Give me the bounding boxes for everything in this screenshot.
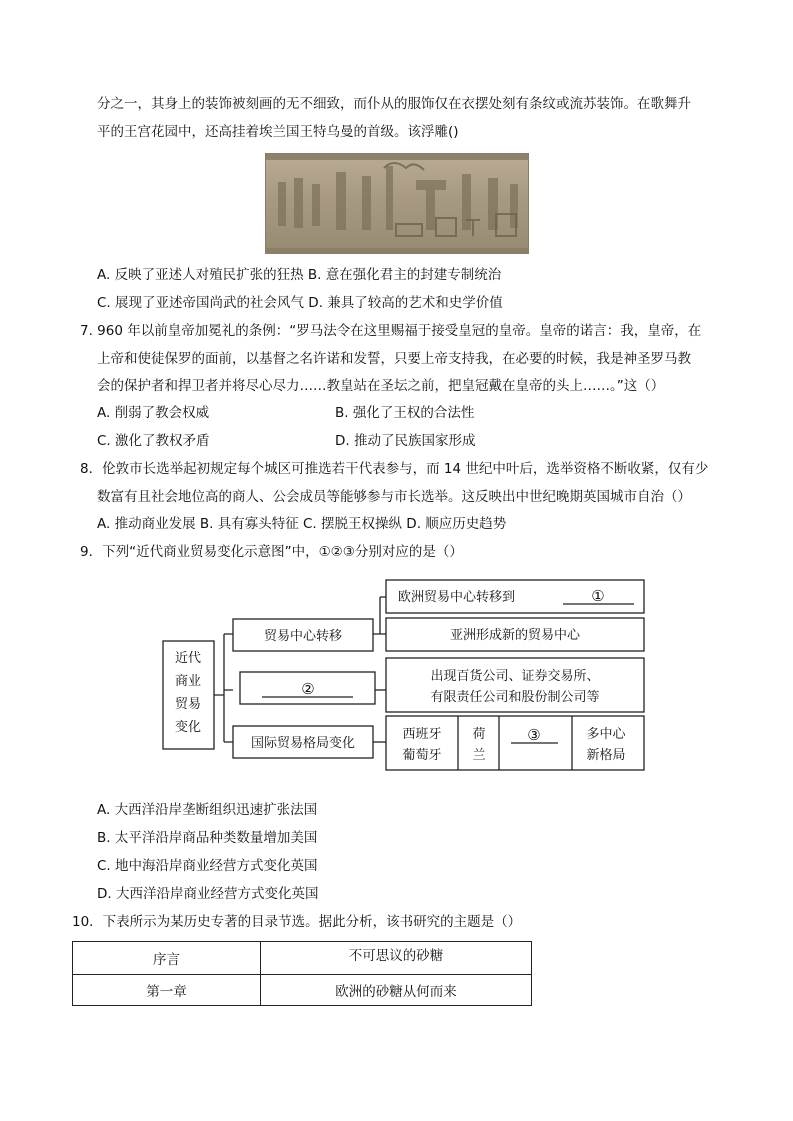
q7-option-d: D. 推动了民族国家形成 — [335, 433, 476, 449]
q6-stem-line-1: 分之一，其身上的装饰被刻画的无不细致，而仆从的服饰仅在衣摆处刻有条纹或流苏装饰。在歌舞升 — [97, 96, 691, 112]
diagram-seq-holland-2: 兰 — [472, 748, 486, 763]
diagram-leaf-europe-shift: 欧洲贸易中心转移到 — [398, 590, 516, 605]
table-row — [73, 975, 532, 1006]
table-row — [73, 942, 532, 975]
diagram-root-line-1: 近代 — [174, 651, 202, 666]
diagram-branch-trade-center: 贸易中心转移 — [263, 629, 343, 644]
assyrian-relief-image — [265, 153, 529, 254]
q8-stem-line-2: 数富有且社会地位高的商人、公会成员等能够参与市长选举。这反映出中世纪晚期英国城市自治（） — [97, 489, 691, 505]
diagram-leaf-asia-center: 亚洲形成新的贸易中心 — [449, 628, 581, 643]
q9-option-d: D. 大西洋沿岸商业经营方式变化英国 — [97, 886, 319, 902]
toc-section-label: 序言 — [73, 942, 261, 975]
q9-option-b: B. 太平洋沿岸商品种类数量增加美国 — [97, 830, 318, 846]
diagram-leaf-business-line-2: 有限责任公司和股份制公司等 — [430, 690, 600, 705]
toc-section-title: 不可思议的砂糖 — [261, 942, 532, 975]
q6-options-cd: C. 展现了亚述帝国尚武的社会风气 D. 兼具了较高的艺术和史学价值 — [97, 295, 503, 311]
table-of-contents — [72, 941, 532, 1006]
diagram-branch-pattern: 国际贸易格局变化 — [250, 736, 356, 751]
q9-option-a: A. 大西洋沿岸垄断组织迅速扩张法国 — [97, 802, 318, 818]
q7-stem-line-1: 7. 960 年以前皇帝加冕礼的条例：“罗马法令在这里赐福于接受皇冠的皇帝。皇帝的诺言：我，皇帝，在 — [80, 323, 702, 339]
diagram-seq-multicenter-1: 多中心 — [586, 727, 626, 742]
relief-carving-graphic — [266, 154, 529, 254]
diagram-root-line-4: 变化 — [174, 720, 202, 735]
q8-stem-line-1: 8．伦敦市长选举起初规定每个城区可推选若干代表参与，而 14 世纪中叶后，选举资格不断收紧，仅有少 — [80, 461, 709, 477]
diagram-blank-3: ③ — [527, 726, 541, 744]
q9-stem: 9．下列“近代商业贸易变化示意图”中，①②③分别对应的是（） — [80, 544, 463, 560]
diagram-leaf-business-line-1: 出现百货公司、证券交易所、 — [430, 669, 600, 684]
diagram-seq-holland-1: 荷 — [472, 727, 486, 742]
toc-section-title: 欧洲的砂糖从何而来 — [261, 975, 532, 1006]
q7-stem-line-2: 上帝和使徒保罗的面前，以基督之名许诺和发誓，只要上帝支持我，在必要的时候，我是神圣罗马教 — [97, 351, 691, 367]
q7-option-c: C. 激化了教权矛盾 — [97, 433, 210, 449]
diagram-blank-1: ① — [591, 587, 605, 605]
q6-stem-line-2: 平的王宫花园中，还高挂着埃兰国王特乌曼的首级。该浮雕() — [97, 124, 459, 140]
diagram-root-line-2: 商业 — [174, 674, 202, 689]
q6-options-ab: A. 反映了亚述人对殖民扩张的狂热 B. 意在强化君主的封建专制统治 — [97, 267, 502, 283]
q8-options: A. 推动商业发展 B. 具有寡头特征 C. 摆脱王权操纵 D. 顺应历史趋势 — [97, 516, 507, 532]
q9-option-c: C. 地中海沿岸商业经营方式变化英国 — [97, 858, 318, 874]
diagram-root-line-3: 贸易 — [174, 697, 202, 712]
q7-stem-line-3: 会的保护者和捍卫者并将尽心尽力……教皇站在圣坛之前，把皇冠戴在皇帝的头上……。”这（） — [97, 378, 665, 394]
q7-option-b: B. 强化了王权的合法性 — [335, 405, 475, 421]
q7-option-a: A. 削弱了教会权威 — [97, 405, 210, 421]
toc-section-label: 第一章 — [73, 975, 261, 1006]
diagram-seq-spain: 西班牙 — [402, 727, 442, 742]
q10-stem: 10．下表所示为某历史专著的目录节选。据此分析，该书研究的主题是（） — [72, 914, 522, 930]
diagram-seq-portugal: 葡萄牙 — [402, 748, 442, 763]
diagram-seq-multicenter-2: 新格局 — [586, 748, 626, 763]
diagram-blank-2: ② — [301, 680, 315, 698]
